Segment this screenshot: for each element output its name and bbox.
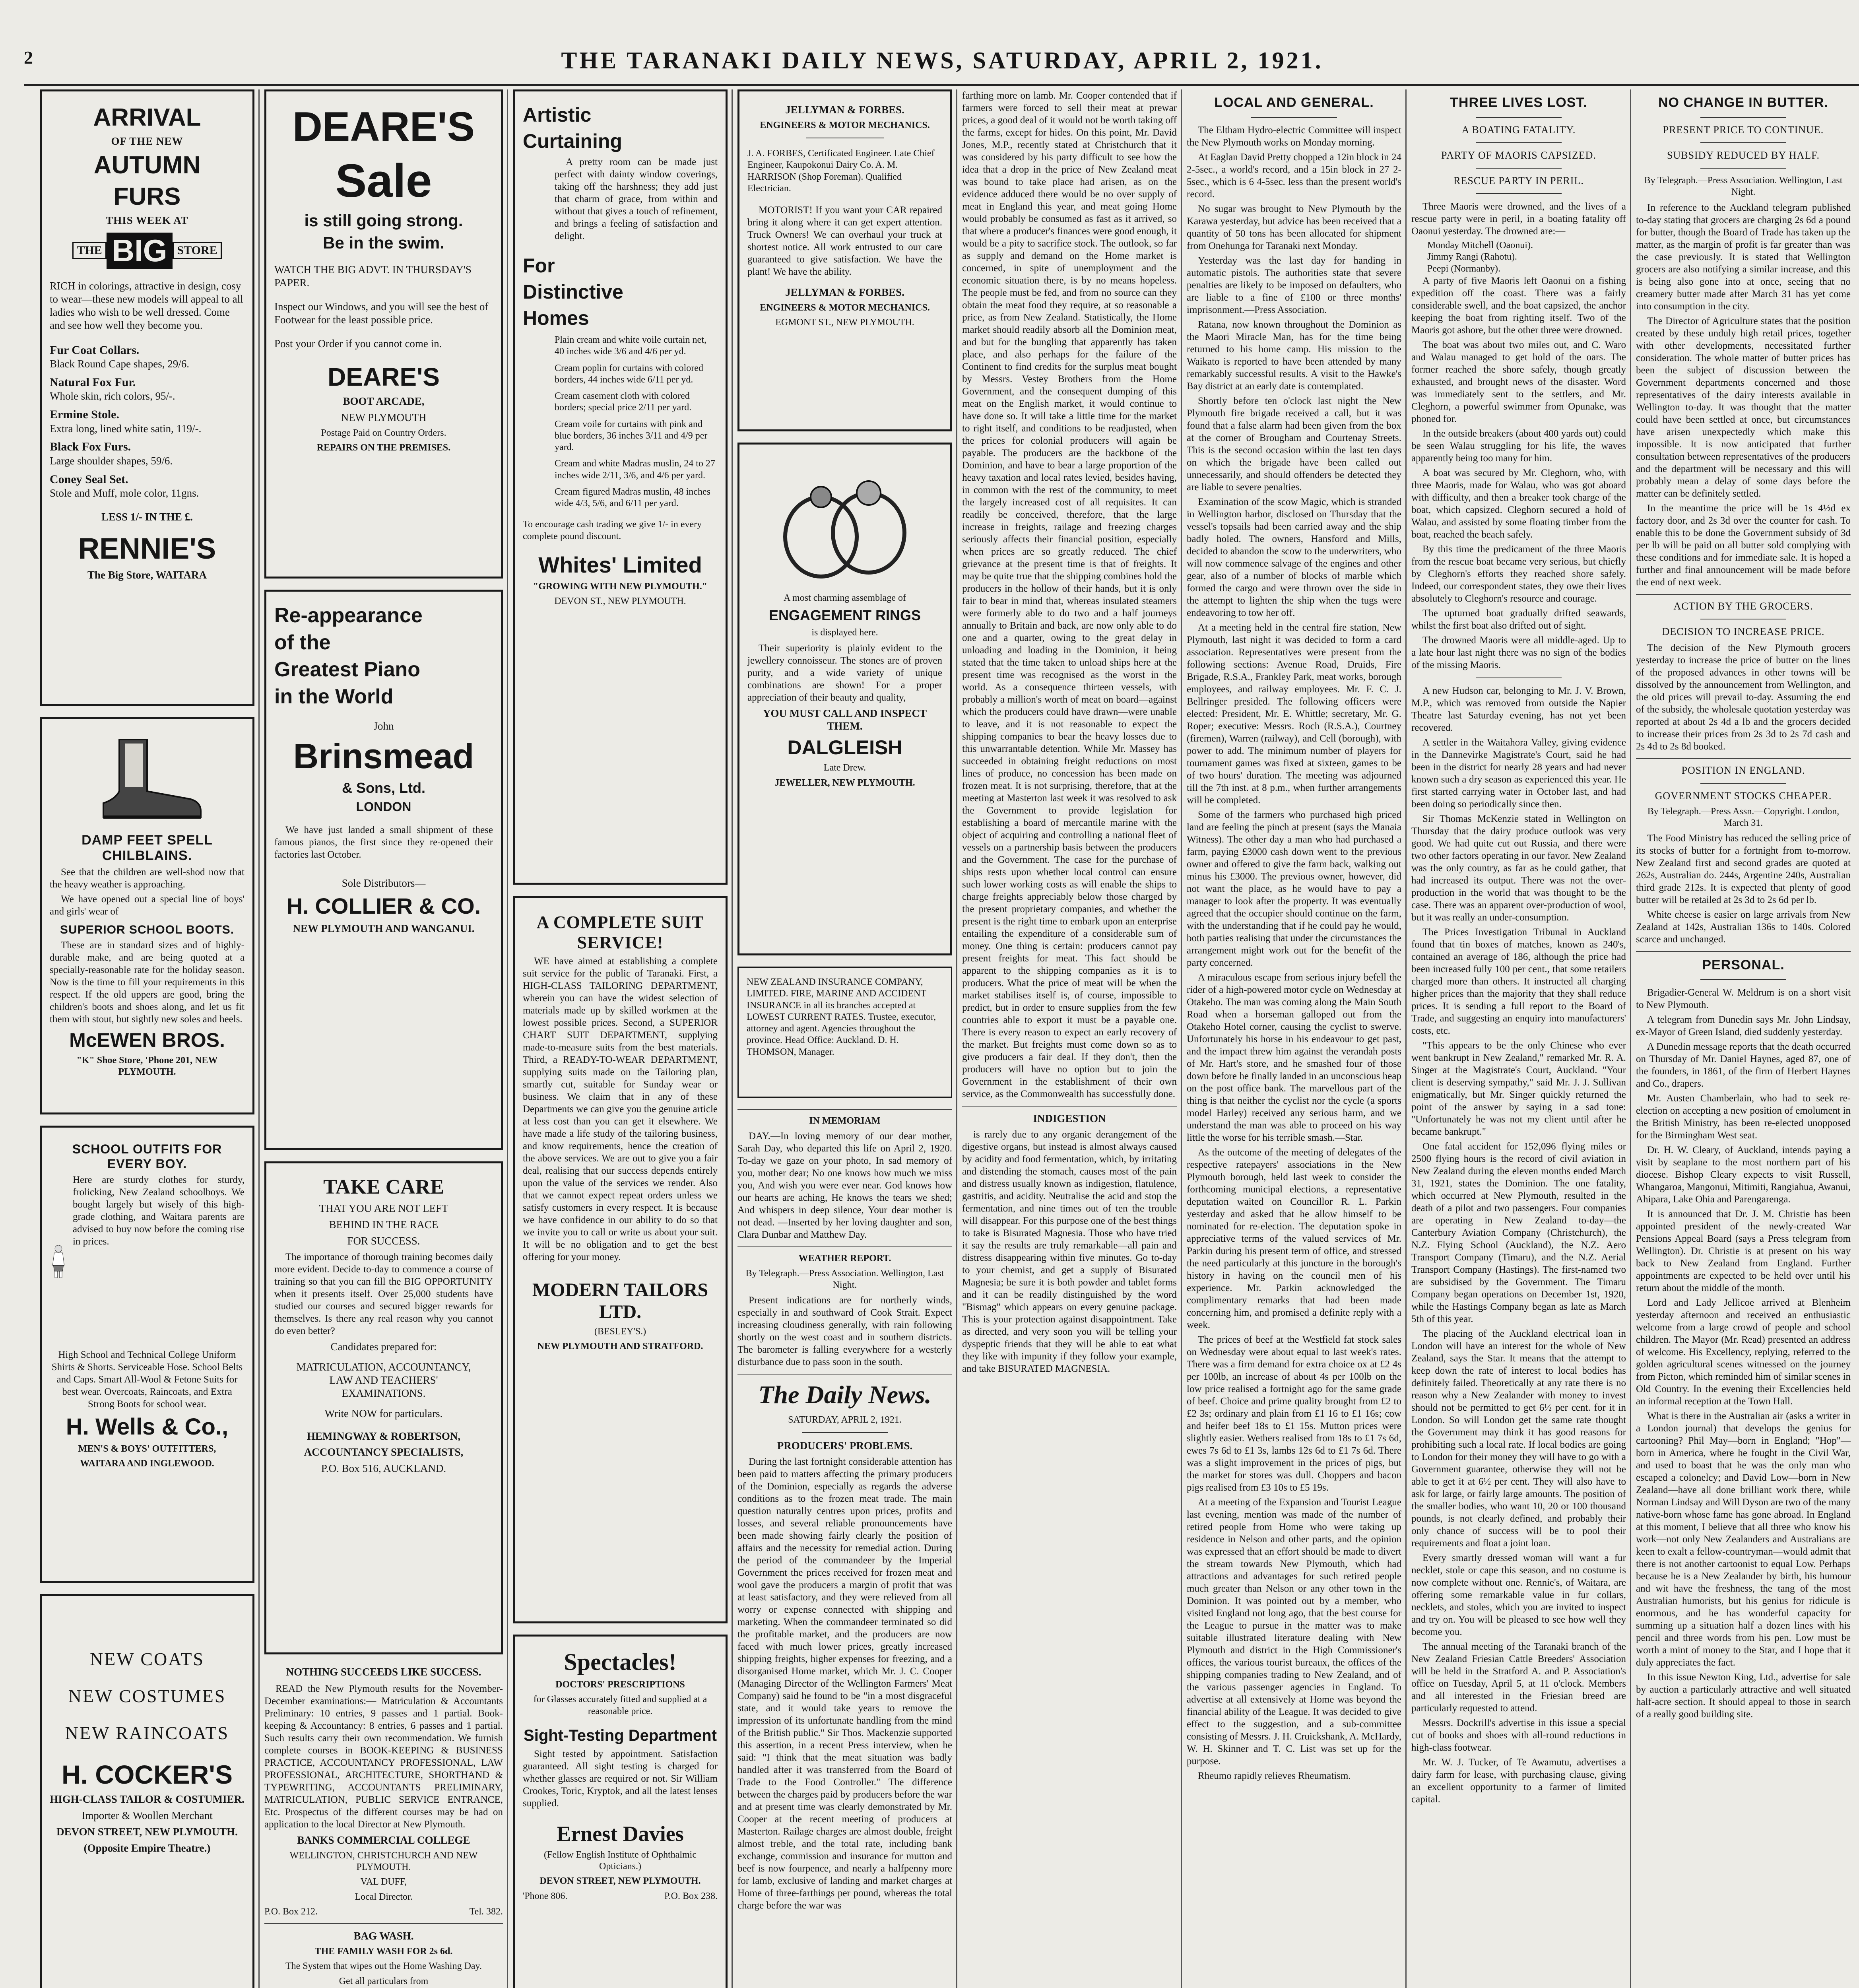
ad-subheading: & Sons, Ltd.: [342, 779, 425, 796]
ad-text: A pretty room can be made just perfect with dainty window coverings, taking off the harshness; they add just that charm of grace, from within and without that gives a touch of refinement, and brings a feeling of satisfaction and delight.: [555, 157, 718, 241]
ad-footer: REPAIRS ON THE PREMISES.: [316, 442, 451, 453]
news-subheading: ACTION BY THE GROCERS.: [1673, 600, 1813, 612]
column-7: [1411, 89, 1626, 1988]
news-paragraph: Brigadier-General W. Meldrum is on a short visit to New Plymouth.: [1636, 987, 1851, 1011]
product-name: Fur Coat Collars.: [50, 343, 140, 357]
news-paragraph: What is there in the Australian air (asks a writer in a London journal) that develops the genius for cartooning? Phil May—born in England; "Hop"—born in America, where he fought in the Civil War, and used to boast that he was the only man who escaped a colonelcy; and David Low—born in New Zealand—have all done brilliant work there, while Norman Lindsay and Will Dyson are two of the many native-born whose fame has gone abroad. In England at this moment, I believe that all three who know his work—not only New Zealanders and Australians are keen to exalt a fellow-countryman—would admit that there is not another cartoonist to equal Low. Perhaps because he is a New Zealander by birth, his humour and wit have the freshness, the tang of the most Australian humorists, but his genius for ridicule is enormous, and he has wonderful capacity for summing up a situation half a dozen lines with his pencil and three words from his pen. Low must be worth a mint of money to the Star, and I hope that it duly appreciates the fact.: [1636, 1411, 1851, 1668]
product-item: Cream and white Madras muslin, 24 to 27 inches wide 2/11, 3/6, and 4/6 per yard.: [555, 458, 715, 481]
ad-subheading: DOCTORS' PRESCRIPTIONS: [555, 1679, 685, 1690]
ad-text: Candidates prepared for:: [330, 1340, 437, 1353]
ad-text: Get all particulars from: [339, 1976, 429, 1986]
news-paragraph: The Director of Agriculture states that the position created by these unduly high retail prices, together with other developments, necessitated further consideration. The whole matter of butter prices has been the subject of discussion between the Government departments concerned and those representatives of the dairy interests available in Wellington to-day. It was thought that the matter could have been settled at once, but circumstances have arisen unexpectedly which make this impossible. It is now anticipated that further consultation between representatives of the producers and the department will be necessary and this will probably mean a delay of some days before the matter can be definitely settled.: [1636, 315, 1851, 499]
ad-ernest-davies: [513, 1635, 728, 1988]
news-paragraph: Dr. H. W. Cleary, of Auckland, intends paying a visit by seaplane to the most northern part of his diocese. Bishop Cleary expects to visit Russell, Whangaroa, Mangonui, Mitimiti, Rangiahua, Awanui, Ahipara, Lake Ohia and Parengarenga.: [1636, 1145, 1851, 1205]
column-separator: [258, 89, 260, 1988]
ad-tagline: NEW PLYMOUTH: [341, 411, 427, 423]
news-paragraph: A settler in the Waitahora Valley, giving evidence in the Dannevirke Magistrate's Court, said he had been in the district for nearly 28 years and had never known such a dry season as experienced this year. He first started carrying water in October last, and had been doing so periodically since then.: [1411, 737, 1626, 810]
ad-heading: Sale: [335, 155, 432, 207]
news-subheading: A BOATING FATALITY.: [1461, 124, 1576, 136]
ad-brand: JELLYMAN & FORBES.: [785, 286, 904, 299]
newspaper-page: [24, 0, 1859, 1988]
product-item: Cream casement cloth with colored borders; special price 2/11 per yard.: [555, 391, 692, 413]
dateline: By Telegraph.—Press Association. Wellington, Last Night.: [745, 1268, 944, 1290]
news-paragraph: A miraculous escape from serious injury befell the rider of a high-powered motor cycle on Wednesday at Otakeho. The man was coming along the Main South Road when a horseman galloped out from the Otakeho Hotel corner, causing the cyclist to swerve. Unfortunately his horse in his endeavour to get past, and the impact threw him against the verandah posts of Mr. Hart's store, and he smashed four of those down before he finally landed in an unconscious heap on the post office bank. The marvellous part of the thing is that neither the cyclist nor the cycle (a sports model Harley) received any serious harm, and we understand the man was able to proceed on his way little the worse for his terrible smash.—Star.: [1187, 972, 1401, 1143]
ad-brand: H. Wells & Co.,: [66, 1414, 229, 1440]
ad-heading: ARRIVAL: [93, 104, 201, 131]
masthead-title: THE TARANAKI DAILY NEWS, SATURDAY, APRIL 2, 1921.: [561, 47, 1323, 74]
news-paragraph: Rheumo rapidly relieves Rheumatism.: [1198, 1771, 1351, 1781]
ad-heading: NOTHING SUCCEEDS LIKE SUCCESS.: [286, 1666, 481, 1678]
ad-deares: [264, 89, 503, 579]
ad-tagline: HIGH-CLASS TAILOR & COSTUMIER.: [50, 1793, 245, 1805]
product-item: [50, 472, 245, 500]
product-desc: Black Round Cape shapes, 29/6.: [50, 358, 189, 370]
ad-heading: NEW COSTUMES: [68, 1686, 226, 1706]
ad-brinsmead-piano: [264, 590, 503, 1150]
product-item: Cream voile for curtains with pink and blue borders, 36 inches 3/11 and 4/9 per yard.: [555, 419, 708, 453]
news-paragraph: Shortly before ten o'clock last night the New Plymouth fire brigade received a call, but it was found that a false alarm had been given from the box at the corner of Brougham and Courtenay Streets. This is the second occasion within the last ten days on which the brigade have been called out unnecessarily, and should offenders be detected they are liable to severe penalties.: [1187, 396, 1401, 493]
news-paragraph: In the outside breakers (about 400 yards out) could be seen Walau struggling for his life, the waves apparently being too many for him.: [1411, 428, 1626, 464]
news-subheading: RESCUE PARTY IN PERIL.: [1453, 175, 1584, 186]
ad-text: Local Director.: [355, 1891, 413, 1902]
ad-heading: Greatest Piano: [274, 658, 421, 681]
ad-subheading: OF THE NEW: [111, 135, 183, 147]
news-paragraph: Yesterday was the last day for handing in automatic pistols. The authorities state that severe penalties are likely to be imposed on defaulters, who are liable to a fine of £100 or three months' imprisonment.—Press Association.: [1187, 255, 1401, 315]
ad-heading: DAMP FEET SPELL CHILBLAINS.: [82, 833, 213, 863]
ad-heading: of the: [274, 631, 331, 654]
section-heading: THREE LIVES LOST.: [1450, 95, 1587, 110]
column-1: [40, 89, 254, 1988]
ad-subheading: Sight-Testing Department: [524, 1726, 717, 1744]
ad-heading: BAG WASH.: [353, 1930, 414, 1942]
ad-heading: INDIGESTION: [1033, 1112, 1106, 1124]
masthead: [24, 47, 1859, 75]
ad-tagline: Importer & Woollen Merchant: [82, 1809, 213, 1821]
column-separator: [956, 89, 957, 1988]
column-separator: [1405, 89, 1407, 1988]
ad-tagline: "GROWING WITH NEW PLYMOUTH.": [533, 581, 708, 592]
ad-tagline: (Fellow English Institute of Ophthalmic Opticians.): [544, 1849, 697, 1872]
ad-tel: Tel. 382.: [469, 1906, 503, 1917]
ad-text: Write NOW for particulars.: [324, 1407, 443, 1419]
news-paragraph: The upturned boat gradually drifted seawards, whilst the first boat also drifted out of sight.: [1411, 608, 1626, 631]
ad-text: is rarely due to any organic derangement of the digestive organs, but instead is almost always caused by acidity and food fermentation, which, by irritating and distending the stomach, causes most of the pain and distress usually known as indigestion, flatulence, gastritis, and acidity. Neutralise the acid and stop the fermentation, and nine times out of ten the trouble will disappear. For this purpose one of the best things to take is Bisurated Magnesia. Those who have tried it say the results are truly remarkable—all pain and distress disappearing within five minutes. Go to-day to your chemist, and get a supply of Bisurated Magnesia; be sure it is both powder and tablet forms and it can be readily distinguished by the word "Bismag" which appears on every genuine package. This is your protection against disappointment. Take as directed, and very soon you will be telling your dyspeptic friends that they will be able to eat what they like with impunity if they follow your example, and take BISURATED MAGNESIA.: [962, 1129, 1177, 1374]
ad-text: We have opened out a special line of boys' and girls' wear of: [50, 894, 245, 917]
ad-text: READ the New Plymouth results for the November-December examinations:— Matriculation & Accountants Preliminary: 10 entries, 9 passes and 1 partial. Book-keeping & Accountancy: 8 entries, 6 passes and 1 partial. Such results carry their own recommendation. We furnish complete courses in BOOK-KEEPING & BUSINESS PRACTICE, ACCOUNTANCY PROFESSIONAL, LAW PROFESSIONAL, ARCHITECTURE, SHORTHAND & TYPEWRITING, ACCOUNTANTS PRELIMINARY, MATRICULATION, PUBLIC SERVICE ENTRANCE, Etc. Prospectus of the different courses may be had on application to the local Director at New Plymouth.: [264, 1683, 503, 1830]
news-subheading: GOVERNMENT STOCKS CHEAPER.: [1655, 790, 1832, 802]
ad-heading: Re-appearance: [274, 604, 423, 627]
news-paragraph: The prices of beef at the Westfield fat stock sales on Wednesday were about equal to last week's rates. There was a firm demand for extra choice ox at £2 4s per 100lb, an increase of about 4s per 100lb on the low price realised a fortnight ago for the same grade of beef. Choice and prime quality brought from £2 to £2 3s; ordinary and plain from £1 16 to £1 16s; cow and heifer beef 18s to £1 15s. Mutton prices were slightly easier. Wethers realised from 18s to £1 7s 6d, ewes 7s 6d to £1 3s, lambs 12s 6d to £1 7s 6d. There was a slight improvement in the prices of pigs, but the market for stores was dull. Choppers and bacon pigs realised from £3 10s to £5 19s.: [1187, 1334, 1401, 1493]
news-paragraph: A Dunedin message reports that the death occurred on Thursday of Mr. Daniel Haynes, aged 87, one of the founders, in 1861, of the firm of Herbert Haynes and Co., drapers.: [1636, 1041, 1851, 1089]
ad-box: P.O. Box 238.: [664, 1891, 718, 1901]
ad-heading: NEW RAINCOATS: [65, 1723, 229, 1743]
news-paragraph: In this issue Newton King, Ltd., advertise for sale by auction a particularly attractive and well situated half-acre section. It should appeal to those in search of a really good building site.: [1636, 1672, 1851, 1720]
ad-text: To encourage cash trading we give 1/- in every complete pound discount.: [523, 519, 702, 542]
ad-subheading: is still going strong.: [304, 211, 463, 230]
ad-brand: DEARE'S: [328, 362, 440, 391]
news-paragraph: Three Maoris were drowned, and the lives of a rescue party were in peril, in a boating fatality off Oaonui yesterday. The drowned are:—: [1411, 201, 1626, 237]
news-subheading: PRESENT PRICE TO CONTINUE.: [1663, 124, 1824, 136]
ad-brand: Ernest Davies: [557, 1821, 684, 1846]
product-desc: Large shoulder shapes, 59/6.: [50, 454, 173, 467]
news-paragraph: In the meantime the price will be 1s 4½d ex factory door, and 2s 3d over the counter for cash. To enable this to be done the Government subsidy of 3d per lb will be paid on all butter sold complying with these conditions and for immediate sale. It is hoped a further and final announcement will be made before the end of next week.: [1636, 503, 1851, 588]
logo-big: BIG: [107, 233, 173, 269]
ad-text: RICH in colorings, attractive in design, cosy to wear—these new models will appeal to all ladies who wish to be well dressed. Come and see how well they become you.: [50, 280, 243, 331]
ad-text: for Glasses accurately fitted and supplied at a reasonable price.: [533, 1694, 707, 1716]
news-paragraph: A party of five Maoris left Oaonui on a fishing expedition off the coast. There was a fairly considerable swell, and the boat capsized, the anchor keeping the boat from righting itself. Two of the Maoris got ashore, but the other three were drowned.: [1411, 275, 1626, 336]
weather-text: Present indications are for northerly winds, especially in and southward of Cook Strait. Expect increasing cloudiness generally, with rain following shortly on the west coast and in southern districts. The barometer is falling everywhere for a westerly disturbance due to pass soon in the south.: [737, 1295, 952, 1368]
news-paragraph: No sugar was brought to New Plymouth by the Karawa yesterday, but advice has been received that a quantity of 50 tons has been allocated for shipment from Onehunga for Taranaki next Monday.: [1187, 204, 1401, 251]
news-paragraph: Examination of the scow Magic, which is stranded in Wellington harbor, disclosed on Thursday that the vessel's topsails had been carried away and the ship badly holed. The owners, Hansford and Mills, decided to abandon the scow to the underwriters, who will now commence salvage of the engines and other gear, also of a number of blocks of marble which formed the cargo and were thrown over the side in the attempt to lighten the ship when the tugs were endeavoring to tow her off.: [1187, 497, 1401, 618]
ad-rennies-furs: [40, 89, 254, 706]
ad-heading: Homes: [523, 307, 589, 329]
news-paragraph: By this time the predicament of the three Maoris from the rescue boat became very serious, but chiefly by Cleghorn's efforts they reached shore safely. Indeed, our correspondent states, they owe their lives absolutely to Cleghorn's resource and courage.: [1411, 544, 1626, 604]
column-2: [264, 89, 503, 1988]
ad-text: Sole Distributors—: [342, 877, 426, 889]
ad-brand: H. COLLIER & CO.: [286, 893, 481, 918]
section-heading: LOCAL AND GENERAL.: [1214, 95, 1374, 110]
ad-footer: (Opposite Empire Theatre.): [83, 1842, 211, 1854]
ad-whites-curtaining: [513, 89, 728, 885]
ad-footer: WAITARA AND INGLEWOOD.: [80, 1458, 214, 1469]
ad-subheading: Be in the swim.: [323, 233, 444, 252]
ad-text: See that the children are well-shod now that the heavy weather is approaching.: [50, 867, 245, 890]
ad-tagline: Late Drew.: [823, 763, 866, 773]
ad-subheading: LONDON: [356, 799, 411, 814]
news-subheading: PARTY OF MAORIS CAPSIZED.: [1441, 149, 1596, 161]
column-4: [737, 89, 952, 1988]
ad-phone: 'Phone 806.: [523, 1891, 568, 1901]
ad-footer: P.O. Box 516, AUCKLAND.: [321, 1462, 446, 1475]
ad-heading: ENGAGEMENT RINGS: [768, 607, 921, 624]
ad-brand: McEWEN BROS.: [69, 1029, 225, 1051]
news-paragraph: The drowned Maoris were all middle-aged. Up to a late hour last night there was no sign of the bodies of the missing Maoris.: [1411, 635, 1626, 670]
ad-brand: RENNIE'S: [78, 532, 216, 565]
ad-tagline: ACCOUNTANCY SPECIALISTS,: [304, 1446, 464, 1458]
boot-illustration-icon: [87, 732, 207, 827]
ad-address: EGMONT ST., NEW PLYMOUTH.: [775, 317, 914, 328]
ad-brand: HEMINGWAY & ROBERTSON,: [307, 1430, 461, 1442]
ad-subheading: YOU MUST CALL AND INSPECT THEM.: [763, 707, 927, 732]
ad-address: WELLINGTON, CHRISTCHURCH AND NEW PLYMOUTH.: [289, 1850, 478, 1873]
page-number: 2: [24, 47, 35, 68]
ad-subheading: BEHIND IN THE RACE: [329, 1218, 439, 1231]
ad-jellyman-forbes: [737, 89, 952, 431]
ad-heading: in the World: [274, 685, 394, 708]
ad-list: MATRICULATION, ACCOUNTANCY, LAW AND TEACHERS' EXAMINATIONS.: [296, 1361, 471, 1399]
news-paragraph: Lord and Lady Jellicoe arrived at Blenheim yesterday afternoon and received an enthusiastic welcome from a large crowd of people and school children. The Mayor (Mr. Read) presented an address of welcome. His Excellency, replying, referred to the golden agricultural scenes witnessed on the journey from Picton, which reminded him of similar scenes in Old Country. In the evening their Excellencies held an informal reception at the Town Hall.: [1636, 1297, 1851, 1407]
name-line: Jimmy Rangi (Rahotu).: [1427, 252, 1517, 262]
product-item: [50, 439, 245, 468]
news-paragraph: A telegram from Dunedin says Mr. John Lindsay, ex-Mayor of Green Island, died suddenly yesterday.: [1636, 1014, 1851, 1038]
product-name: Ermine Stole.: [50, 408, 119, 421]
ad-footer: Postage Paid on Country Orders.: [321, 427, 446, 438]
ad-list: High School and Technical College Uniform Shirts & Shorts. Serviceable Hose. School Belts and Caps. Smart All-Wool & Fetone Suits for best wear. Overcoats, Raincoats, and Extra Strong Boots for school wear.: [51, 1349, 243, 1409]
ad-subheading: FOR SUCCESS.: [347, 1235, 420, 1247]
name-line: Monday Mitchell (Oaonui).: [1427, 240, 1533, 250]
masthead-rule: [24, 84, 1859, 86]
ad-brand: MODERN TAILORS LTD.: [532, 1279, 708, 1322]
news-paragraph: One fatal accident for 152,096 flying miles or 2500 flying hours is the record of civil aviation in New Zealand during the eleven months ended March 31, 1921, states the Dominion. The one fatality, which occurred at New Plymouth, resulted in the death of a pilot and two passengers. Four companies are operating in New Zealand to-day—the Canterbury Aviation Company (Christchurch), the N.Z. Flying School (Auckland), the N.Z. Aero Transport Company (Timaru), and the N.Z. Aerial Transport Company (Hastings). The first-named two are subsidised by the Government. The Timaru Company began operations on December 1st, 1920, while the Hastings Company began as late as March 5th of this year.: [1411, 1141, 1626, 1324]
ad-text: A most charming assemblage of: [784, 593, 906, 603]
big-store-logo: [50, 233, 245, 269]
ad-tagline: ENGINEERS & MOTOR MECHANICS.: [760, 303, 930, 313]
ad-text: VAL DUFF,: [360, 1877, 407, 1887]
section-heading: WEATHER REPORT.: [798, 1253, 891, 1264]
editorial-text: During the last fortnight considerable attention has been paid to matters affecting the primary producers of the Dominion, especially as regards the adverse conditions as to the frozen meat trade. The main question naturally centres upon prices, profits and losses, and several reliable pronouncements have been made showing fairly clearly the position of affairs and the necessity for remedial action. During the period of the commandeer by the Imperial Government the prices received for frozen meat and wool gave the producers a margin of profit that was at least satisfactory, and they were relieved from all worry or expense connected with shipping and marketing. When the commandeer terminated so did the profitable market, and the producers are now faced with much lower prices, greatly increased shipping freights, higher expenses for freezing, and a disorganised Home market, which Mr. J. C. Cooper (Managing Director of the Wellington Farmers' Meat Company) said he found to be "in a most disgraceful state, and it would take years to remove the impression of its unfortunate handling from the mind of the British public." Sir Thos. Mackenzie supported this assertion, in a recent Press interview, when he said: "I think that the meat situation was badly handled after it was transferred from the Board of Trade to the Food Controller." The difference between the charges paid by producers before the war and at present time was clearly demonstrated by Mr. Cooper at the recent meeting of producers at Masterton. Railage charges are almost double, freight almost treble, and the total rate, including bank exchange, commission and insurance for mutton and beef is now fourpence, and nearly a halfpenny more for lamb, exclusive of landing and market charges at Home of three-farthings per pound, whereas the total charge before the war was: [737, 1456, 952, 1911]
ad-brand: H. COCKER'S: [61, 1760, 233, 1789]
product-item: [50, 375, 245, 403]
column-separator: [1630, 89, 1631, 1988]
news-paragraph: The decision of the New Plymouth grocers yesterday to increase the price of butter on the lines of the proposed advances in other towns will be dissolved by the announcement from Wellington, and the old prices will prevail to-day. Assuming the end of the subsidy, the wholesale quotation yesterday was reported at about 2s 4d a lb and the grocers decided to increase their prices from 2s 3d to 2s 7d cash and 2s 4d to 2s 8d booked.: [1636, 642, 1851, 752]
ad-heading: SCHOOL OUTFITS FOR EVERY BOY.: [72, 1142, 222, 1171]
editorial-date: SATURDAY, APRIL 2, 1921.: [788, 1415, 902, 1425]
ad-hemingway: [264, 1161, 503, 1654]
ad-footer: "K" Shoe Store, 'Phone 201, NEW PLYMOUTH.: [76, 1055, 218, 1077]
editorial-masthead: The Daily News.: [758, 1380, 931, 1409]
ad-heading: Artistic: [523, 104, 592, 126]
ad-footer: The Big Store, WAITARA: [87, 569, 207, 581]
news-paragraph: Sir Thomas McKenzie stated in Wellington on Thursday that the dairy produce outlook was very good. We had quite cut out Russia, and there were two other factors operating in our favor. New Zealand was the only country, as far as he could gather, that had increased its output. There was not the over-production in the world that was thought to be the case. There was an apparent over-production of wool, but it was really an under-consumption.: [1411, 813, 1626, 923]
ad-subheading: THIS WEEK AT: [106, 214, 188, 226]
news-paragraph: The Eltham Hydro-electric Committee will inspect the New Plymouth works on Monday morning.: [1187, 125, 1401, 148]
ad-subheading: THAT YOU ARE NOT LEFT: [319, 1202, 448, 1214]
ad-text: WE have aimed at establishing a complete suit service for the public of Taranaki. First, a HIGH-CLASS TAILORING DEPARTMENT, wherein you can have the widest selection of materials made up by skilled workmen at the lowest possible prices. Second, a SUPERIOR CHART SUIT DEPARTMENT, supplying made-to-measure suits from the best materials. Third, a READY-TO-WEAR DEPARTMENT, supplying suits made on the Tailoring plan, smartly cut, suitable for Sunday wear or business. We claim that in any of these Departments we can give you the genuine article at less cost than you can get it elsewhere. We have made a life study of the tailoring business, and know requirements, hence the creation of the above services. We are out to give you a fair deal, realising that our success depends entirely upon the value of the services we render. Also that we cannot expect repeat orders unless we satisfy customers in every respect. It is because we have confidence in our ability to do so that we invite you to call or write us about your suit. It will be no obligation and to get the best offering for your money.: [523, 956, 718, 1262]
ad-text: THE FAMILY WASH FOR 2s 6d.: [314, 1946, 453, 1957]
news-subheading: DECISION TO INCREASE PRICE.: [1662, 625, 1825, 637]
section-heading: PERSONAL.: [1702, 957, 1785, 973]
ad-heading: Spectacles!: [564, 1649, 677, 1675]
product-desc: Stole and Muff, mole color, 11gns.: [50, 487, 199, 499]
ad-brand: Whites' Limited: [538, 552, 702, 577]
ad-footer: NEW PLYMOUTH AND STRATFORD.: [537, 1341, 703, 1352]
editorial-text: farthing more on lamb. Mr. Cooper contended that if farmers were forced to sell their meat at prewar prices, a good deal of it would not be worth taking off the farms, except for hides. On this point, Mr. David Jones, M.P., recently stated at Christchurch that it was considered by his party difficult to see how the idea that a drop in the price of New Zealand meat was bound to take place had arisen, as on the evidence adduced there would be no over supply of meat in England this year, and meat going Home would probably be consumed as fast as it arrived, so that where a producer's finances were good enough, it would be a pity to sacrifice stock. The outlook, so far as supply and demand on the Home market is concerned, in spite of unemployment and the economic situation there, is by no means hopeless. The people must be fed, and from no source can they obtain the meat food they require, at so reasonable a price, as from New Zealand. Statistically, the Home market should readily absorb all the Dominion meat, and but for the bungling that apparently has taken place, and also perhaps for the failure of the Continent to find credits for the surplus meat bought by Messrs. Vestey Brothers from the Home Government, and the consequent dumping of this meat on the English market, it would continue to have done so. It will take a little time for the market to right itself, and conditions to be readjusted, when the prices for colonial producers will again be payable. The producers are the backbone of the Dominion, and have to bear a large proportion of the heavy taxation and local rates levied, besides having, in common with the rest of the community, to meet the largely increased cost of all requisites. It can readily be conceived, therefore, that the large increase in freights, railage and freezing charges seriously affects their financial position, especially when prices are so greatly reduced. The chief grievance at the present time is that of freights. It may be quite true that the shipping combines hold the producers in the hollow of their hands, but it is only fair to bear in mind that, whereas insulated steamers were formerly able to do two and a half journeys annually to Britain and back, are now only able to do one and a quarter, owing to the great delay in unloading and loading in the Dominion, it being stated that the time taken to unload ships here at the present time was recognised as the worst in the world. As a consequence thirteen vessels, with probably a million's worth of meat on board—against which the producers could have drawn—were unable to leave, and it is not reasonable to expect the shipping companies to bear the heavy losses due to this unwarrantable detention. While Mr. Massey has succeeded in obtaining freight reductions on most lines of produce, no concession has been made on frozen meat. It is not surprising, therefore, that at the meeting at Masterton last week it was resolved to ask the Government to provide legislation for establishing a board of mercantile marine with the object of acquiring and controlling a national fleet of vessels on a partnership basis between the producers and the Government. The case for the purchase of ships rests upon whether local control can ensure such lower working costs as will enable the ships to charge freights appreciably below those charged by the present proprietary companies, and whether the present is the right time to embark upon an enterprise entailing the expenditure of a considerable sum of money. One thing is certain: producers cannot pay present freights for meat. This fact should be apparent to the shipping companies as it is to producers. What the price of meat will be when the market stabilises itself is, of course, impossible to predict, but in order to ensure supplies from the few countries able to export it must be a payable one. There is every reason to expect an early recovery of the market. But freights must come down so as to give producers a fair deal. If they don't, then the producers will have no option but to join the Government in the establishment of their own service, as the Commonwealth has successfully done.: [962, 90, 1177, 1099]
ad-subheading: John: [373, 720, 394, 732]
news-paragraph: The boat was about two miles out, and C. Waro and Walau managed to get hold of the oars. The former reached the shore safely, though greatly exhausted, and brought news of the disaster. Word was immediately sent to the settlers, and Mr. Cleghorn, a powerful swimmer from Opunake, was phoned for.: [1411, 339, 1626, 424]
dateline: By Telegraph.—Press Association. Wellington, Last Night.: [1644, 175, 1843, 198]
ad-dalgleish-rings: [737, 443, 952, 955]
product-desc: Whole skin, rich colors, 95/-.: [50, 390, 175, 402]
column-separator: [1181, 89, 1182, 1988]
ad-cocker: [40, 1594, 254, 1988]
news-paragraph: It is announced that Dr. J. M. Christie has been appointed president of the newly-created War Pensions Appeal Board (says a Press telegram from Wellington). Dr. Christie is at present on his way back to New Zealand from England. Further appointments are expected to be held over until his return about the middle of the month.: [1636, 1209, 1851, 1294]
logo-store: STORE: [173, 242, 221, 259]
news-paragraph: In reference to the Auckland telegram published to-day stating that grocers are charging 2s 6d a pound for butter, though the Board of Trade has taken up the matter, as the margin of profit is far greater than was the case previously. It is stated that Wellington grocers are also notifying a similar increase, and this is being also gone into at once, seeing that no creamery butter made after March 31 has yet come into consumption in the city.: [1636, 202, 1851, 312]
name-line: Peepi (Normanby).: [1427, 263, 1500, 274]
news-paragraph: "This appears to be the only Chinese who ever went bankrupt in New Zealand," remarked Mr. R. A. Singer at the Magistrate's Court, Auckland. "Your client is deserving sympathy," said Mr. J. J. Sullivan enigmatically, but Mr. Singer quickly returned the point of the answer by saying in a sad tone: "Unfortunately he was not my client until after he became bankrupt.": [1411, 1040, 1626, 1137]
dateline: By Telegraph.—Press Assn.—Copyright. London, March 31.: [1647, 806, 1840, 828]
ad-heading: Distinctive: [523, 281, 623, 303]
ad-modern-tailors: [513, 896, 728, 1623]
column-separator: [732, 89, 733, 1988]
column-separator: [507, 89, 508, 1988]
ad-footer: JEWELLER, NEW PLYMOUTH.: [774, 777, 915, 788]
product-name: Black Fox Furs.: [50, 440, 131, 454]
ad-text: NEW ZEALAND INSURANCE COMPANY, LIMITED. FIRE, MARINE AND ACCIDENT INSURANCE in all its branches accepted at LOWEST CURRENT RATES. Trustee, executor, attorney and agent. Agencies throughout the province. Head Office: Auckland. D. H. THOMSON, Manager.: [747, 977, 936, 1057]
news-paragraph: A new Hudson car, belonging to Mr. J. V. Brown, M.P., which was removed from outside the Napier Theatre last Saturday evening, has not yet been recovered.: [1411, 685, 1626, 733]
column-3: [513, 89, 728, 1988]
news-paragraph: Mr. Austen Chamberlain, who had to seek re-election on accepting a new position of emolument in the British Ministry, has been re-elected unopposed for the Birmingham West seat.: [1636, 1093, 1851, 1141]
product-desc: Extra long, lined white satin, 119/-.: [50, 422, 202, 435]
ad-text: Sight tested by appointment. Satisfaction guaranteed. All sight testing is charged for whether glasses are required or not. Sir William Crookes, Toric, Kryptok, and all the latest lenses supplied.: [523, 1748, 718, 1809]
news-subheading: POSITION IN ENGLAND.: [1681, 764, 1805, 776]
column-8: [1636, 89, 1851, 1988]
ad-brand: BANKS COMMERCIAL COLLEGE: [297, 1834, 470, 1846]
news-paragraph: At a meeting of the Expansion and Tourist League last evening, mention was made of the number of retired people from Home who were taking up residence in Nelson and other parts, and the opinion was expressed that an effort should be made to divert the stream towards New Plymouth, which had attractions and advantages for such retired people much greater than Nelson or any other town in the Dominion. It was pointed out by a member, who visited England not long ago, that the best course for the League to pursue in the matter was to make suitable illustrated literature dealing with New Plymouth and district in the High Commissioner's offices, the various tourist bureaux, the offices of the shipping companies trading to New Zealand, and of the various passenger agencies in England. To advertise at all extensively at Home was beyond the financial ability of the League. It was decided to give effect to the suggestion, and a sub-committee consisting of Messrs. J. H. Cruickshank, A. McHardy, W. H. Skinner and T. C. List was set up for the purpose.: [1187, 1497, 1401, 1767]
ad-text: Post your Order if you cannot come in.: [274, 337, 442, 349]
ad-nz-insurance: [737, 967, 952, 1098]
news-paragraph: A boat was secured by Mr. Cleghorn, who, with three Maoris, made for Walau, who was got aboard with difficulty, and then a breaker took charge of the boat, which capsized. Cleghorn secured a hold of Walau, and assisted by some floating timber from the boat, reached the beach safely.: [1411, 467, 1626, 540]
ad-wells-school: [40, 1126, 254, 1583]
news-paragraph: At a meeting held in the central fire station, New Plymouth, last night it was decided to form a card association. Representatives were present from the following sections: Avenue Road, Druids, Fire Brigade, R.S.A., Frankley Park, meat works, borough employees, and railway employees. Mr. F. C. J. Bellringer presided. The following officers were elected: President, Mr. E. Whittle; secretary, Mr. G. Roper; executive: Messrs. Roch (R.S.A.), Courtney (firemen), Warren (railway), and Cell (borough), with power to add. The minimum number of players for tournament games was fixed at sixteen, games to be of two hours' duration. The meeting was adjourned till the 7th inst. at 8 p.m., when further arrangements will be completed.: [1187, 622, 1401, 806]
ad-heading: NEW COATS: [89, 1649, 205, 1669]
product-name: Coney Seal Set.: [50, 472, 128, 486]
product-name: Natural Fox Fur.: [50, 375, 136, 389]
ad-discount: LESS 1/- IN THE £.: [101, 511, 193, 523]
ad-heading: Curtaining: [523, 130, 622, 152]
ad-text: WATCH THE BIG ADVT. IN THURSDAY'S PAPER.: [274, 264, 472, 289]
ad-tagline: BOOT ARCADE,: [343, 395, 425, 407]
ad-address: DEVON STREET, NEW PLYMOUTH.: [539, 1876, 701, 1887]
column-6: [1187, 89, 1401, 1988]
news-paragraph: The Prices Investigation Tribunal in Auckland found that tin boxes of matches, known as 240's, contained an average of 186, although the price had been increased fully 100 per cent., that some retailers charged more than others. It instructed all charging higher prices than the majority that they shall reduce prices. It is sending a full report to the Board of Trade, and suggesting an enquiry into manufacturers' costs, etc.: [1411, 926, 1626, 1036]
rings-illustration-icon: [769, 457, 920, 588]
editorial-headline: PRODUCERS' PROBLEMS.: [777, 1440, 913, 1452]
news-subheading: SUBSIDY REDUCED BY HALF.: [1667, 149, 1820, 161]
news-paragraph: Mr. W. J. Tucker, of Te Awamutu, advertises a dairy farm for lease, with purchasing clause, giving an excellent opportunity to a farmer of limited capital.: [1411, 1757, 1626, 1805]
logo-the: THE: [72, 242, 106, 259]
ad-text: is displayed here.: [811, 627, 878, 638]
ad-tagline: (BESLEY'S.): [594, 1326, 646, 1337]
column-5: [962, 89, 1177, 1988]
ad-heading: FURS: [113, 182, 181, 210]
news-paragraph: The placing of the Auckland electrical loan in London will have an interest for the whole of New Zealand, says the Star. It means that the attempt to keep down the rate of interest to local bodies has definitely failed. Theoretically at any rate there is no reason why a New Zealander with money to invest should not be permitted to get 6½ per cent. for it in London. So will London get the same rate thought the Government may think it has good reasons for prohibiting such a local rate. If local bodies are going to London for their money they will have to go with a Government guarantee, otherwise they will not be able to get it at 6½ per cent. They will also have to ask for large, or fairly large amounts. The position of the smaller bodies, who want 10, 20 or 100 thousand pounds, is not clearly defined, and probably their only chance of success will be to pool their requirements and float a joint loan.: [1411, 1328, 1626, 1549]
ad-heading: AUTUMN: [93, 151, 201, 179]
news-paragraph: At Eaglan David Pretty chopped a 12in block in 24 2-5sec., a world's record, and a 15in block in 27 2-5sec., which is 6 4-5sec. less than the present world's record.: [1187, 152, 1401, 200]
ad-text: The System that wipes out the Home Washing Day.: [285, 1961, 482, 1972]
ad-text: MOTORIST! If you want your CAR repaired bring it along where it can get expert attention. Truck Owners! We can overhaul your truck at shortest notice. All work entrusted to our care guaranteed to give satisfaction. We have the plant! We have the ability.: [747, 205, 942, 278]
news-paragraph: Messrs. Dockrill's advertise in this issue a special cut of books and shoes with all-round reductions in high-class footwear.: [1411, 1717, 1626, 1753]
ad-heading: A COMPLETE SUIT SERVICE!: [536, 912, 704, 952]
ad-box: P.O. Box 212.: [264, 1906, 318, 1917]
ad-heading: TAKE CARE: [323, 1176, 444, 1198]
ad-heading: For: [523, 254, 555, 277]
ad-text: These are in standard sizes and of highly-durable make, and are being quoted at a specially-reasonable rate for the holiday season. Now is the time to fill your requirements in this respect. If the old uppers are good, bring the children's boots and shoes along, and let us fit them with stout, but sightly new soles and heels.: [50, 940, 245, 1025]
ad-heading: DEARE'S: [292, 104, 475, 150]
product-item: Cream figured Madras muslin, 48 inches wide 4/3, 5/6, and 6/11 per yard.: [555, 486, 710, 509]
ad-text: Inspect our Windows, and you will see the best of Footwear for the least possible price.: [274, 300, 489, 326]
ad-footer: DEVON ST., NEW PLYMOUTH.: [554, 596, 686, 607]
ad-tagline: MEN'S & BOYS' OUTFITTERS,: [78, 1444, 216, 1454]
ad-heading: JELLYMAN & FORBES.: [785, 104, 904, 116]
ad-text: We have just landed a small shipment of these famous pianos, the first since they re-opened their factories last October.: [274, 824, 493, 860]
ad-brand: DALGLEISH: [787, 736, 902, 759]
news-paragraph: The annual meeting of the Taranaki branch of the New Zealand Friesian Cattle Breeders' Association will be held in the Stratford A. and P. Association's office on Tuesday, April 5, at 11 o'clock. Members and all interested in the Friesian breed are particularly requested to attend.: [1411, 1641, 1626, 1714]
ad-subheading: SUPERIOR SCHOOL BOOTS.: [60, 923, 235, 936]
memoriam-text: DAY.—In loving memory of our dear mother, Sarah Day, who departed this life on April 2, 1920. To-day we gaze on your photo, In sad memory of you, mother dear; No one knows how much we miss you, And wish you were ever near. God knows how our hearts are aching, He knows the tears we shed; And whispers in deep silence, Your dear mother is not dead. —Inserted by her loving daughter and son, Clara Dunbar and Matthew Day.: [737, 1131, 952, 1241]
product-item: Cream poplin for curtains with colored borders, 44 inches wide 6/11 per yd.: [555, 363, 703, 385]
ad-mcewen-boots: [40, 717, 254, 1114]
ad-text: Their superiority is plainly evident to the jewellery connoisseur. The stones are of proven purity, and a wide variety of unique combinations are shown! For a proper appreciation of their beauty and quality,: [747, 643, 942, 703]
boy-illustration-icon: [50, 1178, 67, 1345]
ad-text: J. A. FORBES, Certificated Engineer. Late Chief Engineer, Kaupokonui Dairy Co. A. M. HARRISON (Shop Foreman). Qualified Electrician.: [747, 148, 935, 194]
news-paragraph: Every smartly dressed woman will want a fur necklet, stole or cape this season, and no costume is now complete without one. Rennie's, of Waitara, are offering some remarkable value in fur collars, necklets, and stoles, which you are invited to inspect and try on. You will be pleased to see how well they become you.: [1411, 1552, 1626, 1637]
product-item: [50, 343, 245, 371]
ad-tagline: ENGINEERS & MOTOR MECHANICS.: [760, 120, 930, 130]
section-heading: NO CHANGE IN BUTTER.: [1658, 95, 1828, 110]
ad-text: The importance of thorough training becomes daily more evident. Decide to-day to commence a course of training so that you can fill the BIG OPPORTUNITY when it presents itself. Over 25,000 students have studied our courses and secured bigger rewards for themselves. Is there any real reason why you cannot do even better?: [274, 1251, 493, 1336]
news-paragraph: White cheese is easier on large arrivals from New Zealand at 142s, Australian 136s to 140s. Colored scarce and unchanged.: [1636, 909, 1851, 945]
product-item: Plain cream and white voile curtain net, 40 inches wide 3/6 and 4/6 per yd.: [555, 335, 706, 357]
product-item: [50, 407, 245, 435]
ad-address: DEVON STREET, NEW PLYMOUTH.: [56, 1825, 238, 1838]
ad-brand: Brinsmead: [293, 736, 474, 776]
news-paragraph: Some of the farmers who purchased high priced land are feeling the pinch at present (says the Manaia Witness). The other day a man who had purchased a farm, paying £3000 cash down went to the previous owner and offered to give the farm back, walking out minus his £3000. The previous owner, however, did not want the place, as he would have to pay a manager to look after the property. It was eventually agreed that the occupier should continue on the farm, with the understanding that if he could pay he would, both parties realising that under the circumstances the arrangement might work out for the benefit of the party concerned.: [1187, 810, 1401, 968]
news-paragraph: The Food Ministry has reduced the selling price of its stocks of butter for a fortnight from to-morrow. New Zealand first and second grades are quoted at 262s, Australian do. 244s, Argentine 240s, Australian third grade 212s. It is expected that plenty of good butter will be retailed at 2s 3d to 2s 6d per lb.: [1636, 833, 1851, 906]
section-heading: IN MEMORIAM: [809, 1116, 881, 1126]
news-paragraph: As the outcome of the meeting of delegates of the respective ratepayers' associations in the New Plymouth borough, held last week to consider the forthcoming municipal elections, a representative deputation waited on Councillor R. L. Parkin yesterday and asked that he allow himself to be nominated for re-election. The deputation spoke in appreciative terms of the valued services of Mr. Parkin during his present term of office, and stressed the need particularly at this juncture in the borough's history in having on the council men of his experience. Mr. Parkin acknowledged the complimentary remarks that had been made concerning him, and promised a definite reply with a week.: [1187, 1147, 1401, 1330]
ad-footer: NEW PLYMOUTH AND WANGANUI.: [293, 922, 475, 934]
ad-text: Here are sturdy clothes for sturdy, frolicking, New Zealand schoolboys. We bought largely but wisely of this high-grade clothing, and Waitara parents are advised to buy now before the coming rise in prices.: [72, 1175, 245, 1247]
news-paragraph: Ratana, now known throughout the Dominion as the Maori Miracle Man, has for the time being returned to his home camp. His mission to the Waikato is reported to have been attended by many remarkably successful results. A visit to the Hawke's Bay district at an early date is contemplated.: [1187, 319, 1401, 392]
